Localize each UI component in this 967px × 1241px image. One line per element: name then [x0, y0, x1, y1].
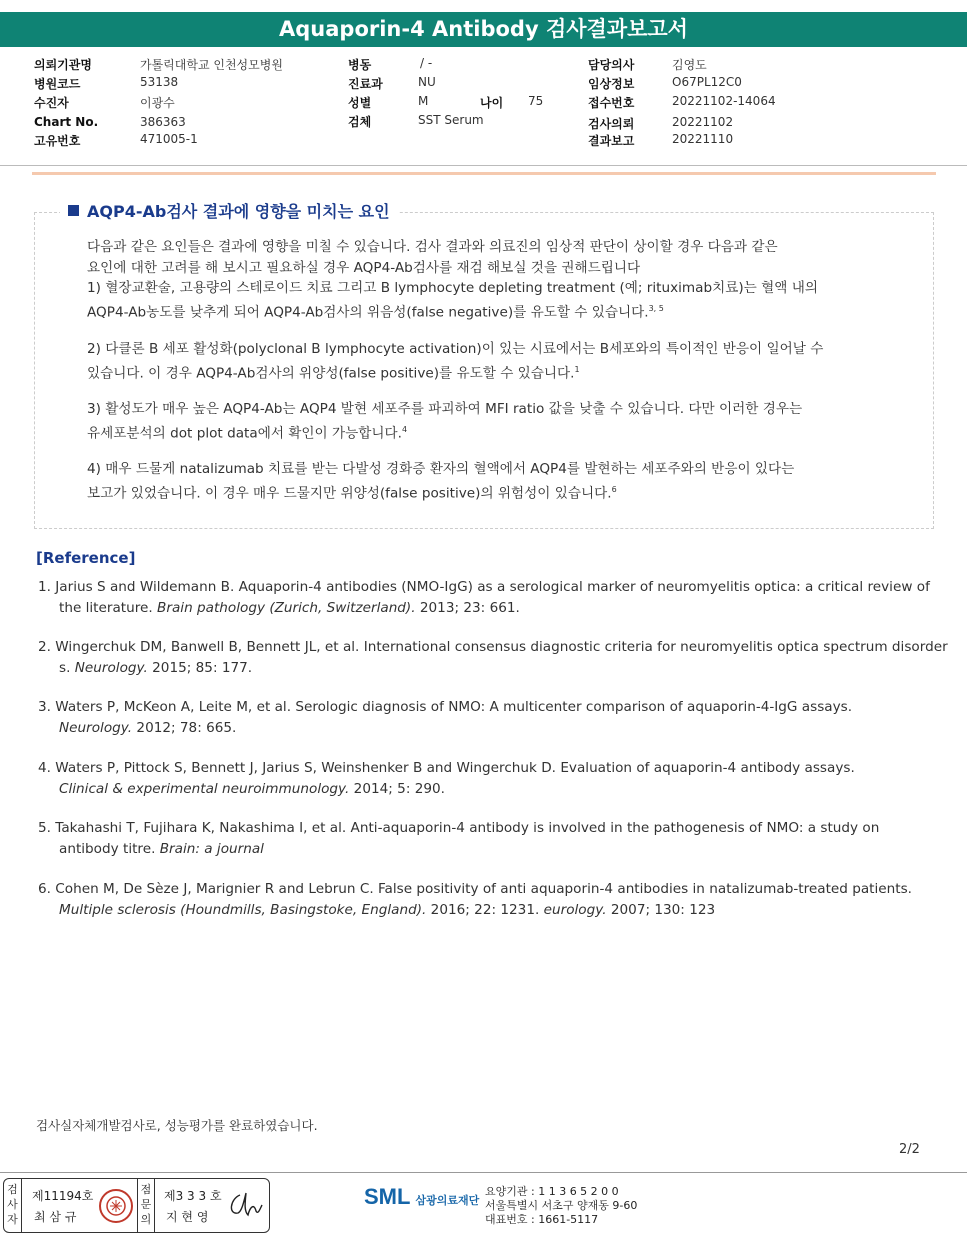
section-title-text: AQP4-Ab검사 결과에 영향을 미치는 요인	[87, 202, 390, 221]
reference-text: 2007; 130: 123	[606, 901, 716, 918]
unique-no-label: 고유번호	[34, 134, 81, 148]
hospital-label: 의뢰기관명	[34, 58, 92, 72]
age-label: 나이	[480, 96, 504, 110]
tester-label-char: 자	[7, 1213, 18, 1226]
age-value: 75	[528, 94, 544, 108]
institution-code: 요양기관 : 1 1 3 6 5 2 0 0	[485, 1185, 619, 1198]
journal-name: Multiple sclerosis (Houndmills, Basingstoke, England).	[59, 901, 427, 918]
citation-sup: 4	[401, 424, 408, 434]
footer-divider	[0, 1172, 967, 1173]
ward-label: 병동	[348, 58, 372, 72]
request-date-value: 20221102	[672, 115, 734, 129]
org-phone: 대표번호 : 1661-5117	[485, 1213, 599, 1226]
intro-line: 다음과 같은 요인들은 결과에 영향을 미칠 수 있습니다. 검사 결과와 의료진의 임상적 판단이 상이할 경우 다음과 같은	[87, 239, 778, 255]
specialist-license: 제3 3 3 호	[164, 1189, 222, 1203]
factor-3-line: 유세포분석의 dot plot data에서 확인이 가능합니다.	[87, 425, 402, 442]
specialist-label	[137, 1179, 155, 1232]
reference-title: [Reference]	[36, 549, 136, 567]
intro-paragraph	[87, 237, 902, 323]
journal-name: eurology.	[543, 901, 607, 918]
signature-box	[3, 1178, 270, 1233]
reference-text: s.	[59, 659, 75, 676]
factor-2-line: 2) 다클론 B 세포 활성화(polyclonal B lymphocyte activation)이 있는 시료에서는 B세포와의 특이적인 반응이 일어날 수	[87, 341, 824, 357]
reference-item	[38, 637, 960, 678]
tester-name: 최 삼 규	[34, 1210, 77, 1224]
citation-sup: 6	[611, 484, 617, 494]
receipt-no-value: 20221102-14064	[672, 94, 776, 108]
hospital-code-value: 53138	[140, 75, 179, 89]
journal-name: Clinical & experimental neuroimmunology.	[59, 780, 350, 797]
chart-no-label: Chart No.	[34, 115, 99, 129]
specialist-name: 지 현 영	[166, 1210, 209, 1224]
factor-4-line: 보고가 있었습니다. 이 경우 매우 드물지만 위양성(false positive)의 위험성이 있습니다.	[87, 485, 612, 502]
reference-text: 2015; 85: 177.	[147, 659, 253, 676]
tester-label-char: 검	[7, 1183, 18, 1196]
square-bullet-icon	[68, 205, 79, 216]
signature-icon	[226, 1189, 264, 1221]
chart-no-value: 386363	[140, 115, 186, 129]
citation-sup: 1	[574, 364, 580, 374]
physician-value: 김영도	[672, 58, 707, 72]
factor-1-line: 1) 혈장교환술, 고용량의 스테로이드 치료 그리고 B lymphocyte depleting treatment (예; rituximab치료)는 혈액 내의	[87, 280, 818, 296]
factor-1-line: AQP4-Ab농도를 낮추게 되어 AQP4-Ab검사의 위음성(false negative)를 유도할 수 있습니다.	[87, 304, 649, 321]
department-value: NU	[418, 75, 436, 89]
factor-2-line: 있습니다. 이 경우 AQP4-Ab검사의 위양성(false positive)를 유도할 수 있습니다.	[87, 365, 575, 382]
patient-info-header	[0, 47, 967, 166]
factor-3-line: 3) 활성도가 매우 높은 AQP4-Ab는 AQP4 발현 세포주를 파괴하여 MFI ratio 값을 낮출 수 있습니다. 다만 이러한 경우는	[87, 401, 803, 417]
citation-sup: 3, 5	[648, 303, 664, 313]
reference-line: 5. Takahashi T, Fujihara K, Nakashima I, et al. Anti-aquaporin-4 antibody is involved in the pathogenesis of NMO: a study on	[38, 820, 880, 836]
unique-no-value: 471005-1	[140, 132, 198, 146]
section-title	[60, 199, 398, 222]
hospital-value: 가톨릭대학교 인천성모병원	[140, 58, 283, 72]
reference-line: 1. Jarius S and Wildemann B. Aquaporin-4 antibodies (NMO-IgG) as a serological marker of neuromyelitis optica: a critical review of	[38, 579, 930, 595]
clinical-info-label: 임상정보	[588, 77, 635, 91]
journal-name: Neurology.	[59, 719, 133, 736]
reference-line: 6. Cohen M, De Sèze J, Marignier R and Lebrun C. False positivity of anti aquaporin-4 antibodies in natalizumab-treated patients.	[38, 881, 912, 897]
reference-text: the literature.	[59, 599, 158, 616]
specialist-label-char: 의	[140, 1213, 152, 1226]
physician-label: 담당의사	[588, 58, 635, 72]
factor-2-paragraph	[87, 339, 902, 384]
factor-3-paragraph	[87, 399, 902, 444]
org-logo	[364, 1184, 479, 1210]
reference-line: 3. Waters P, McKeon A, Leite M, et al. Serologic diagnosis of NMO: A multicenter comparison of aquaporin-4-IgG assays.	[38, 699, 853, 715]
reference-text: 2014; 5: 290.	[349, 780, 445, 797]
reference-line: 2. Wingerchuk DM, Banwell B, Bennett JL, et al. International consensus diagnostic criteria for neuromyelitis optica spectrum disorder	[38, 639, 948, 655]
patient-value: 이광수	[140, 96, 175, 110]
section-divider	[32, 172, 936, 175]
sex-label: 성별	[348, 96, 372, 110]
journal-name: Brain: a journal	[159, 840, 264, 857]
ward-value: / -	[420, 56, 433, 70]
factor-4-paragraph	[87, 459, 902, 504]
intro-line: 요인에 대한 고려를 해 보시고 필요하실 경우 AQP4-Ab검사를 재검 해보실 것을 권해드립니다	[87, 259, 641, 276]
request-date-label: 검사의뢰	[588, 117, 635, 131]
validation-note: 검사실자체개발검사로, 성능평가를 완료하였습니다.	[36, 1118, 318, 1133]
reference-item	[38, 697, 960, 738]
reference-item	[38, 818, 960, 859]
reference-text: 2013; 23: 661.	[415, 599, 520, 616]
report-date-label: 결과보고	[588, 134, 635, 148]
clinical-info-value: O67PL12C0	[672, 75, 742, 89]
factor-4-line: 4) 매우 드물게 natalizumab 치료를 받는 다발성 경화증 환자의 혈액에서 AQP4를 발현하는 세포주와의 반응이 있다는	[87, 461, 795, 477]
hospital-code-label: 병원코드	[34, 77, 81, 91]
specialist-label-char: 문	[140, 1198, 152, 1211]
specimen-value: SST Serum	[418, 113, 484, 127]
reference-line: 4. Waters P, Pittock S, Bennett J, Jarius S, Weinshenker B and Wingerchuk D. Evaluation of aquaporin-4 antibody assays.	[38, 760, 855, 776]
specialist-label-char: 점	[140, 1183, 152, 1196]
reference-text: 2016; 22: 1231.	[426, 901, 544, 918]
sex-value: M	[418, 94, 429, 108]
tester-label	[4, 1179, 22, 1232]
specimen-label: 검체	[348, 115, 372, 129]
tester-label-char: 사	[7, 1198, 18, 1211]
seal-stamp-icon	[99, 1189, 133, 1223]
department-label: 진료과	[348, 77, 383, 91]
page-number: 2/2	[899, 1142, 920, 1157]
org-info	[485, 1185, 637, 1227]
journal-name: Brain pathology (Zurich, Switzerland).	[157, 599, 416, 616]
report-title: Aquaporin-4 Antibody 검사결과보고서	[0, 12, 967, 47]
report-date-value: 20221110	[672, 132, 734, 146]
tester-license: 제11194호	[32, 1189, 94, 1203]
reference-item	[38, 577, 960, 618]
org-name: 삼광의료재단	[415, 1194, 480, 1207]
reference-item	[38, 758, 960, 799]
journal-name: Neurology.	[74, 659, 148, 676]
reference-text: antibody titre.	[59, 840, 160, 857]
org-address: 서울특별시 서초구 양재동 9-60	[485, 1199, 638, 1212]
receipt-no-label: 접수번호	[588, 96, 635, 110]
reference-text: 2012; 78: 665.	[132, 719, 237, 736]
sml-logo: SML	[364, 1184, 411, 1209]
patient-label: 수진자	[34, 96, 69, 110]
reference-item	[38, 879, 960, 920]
